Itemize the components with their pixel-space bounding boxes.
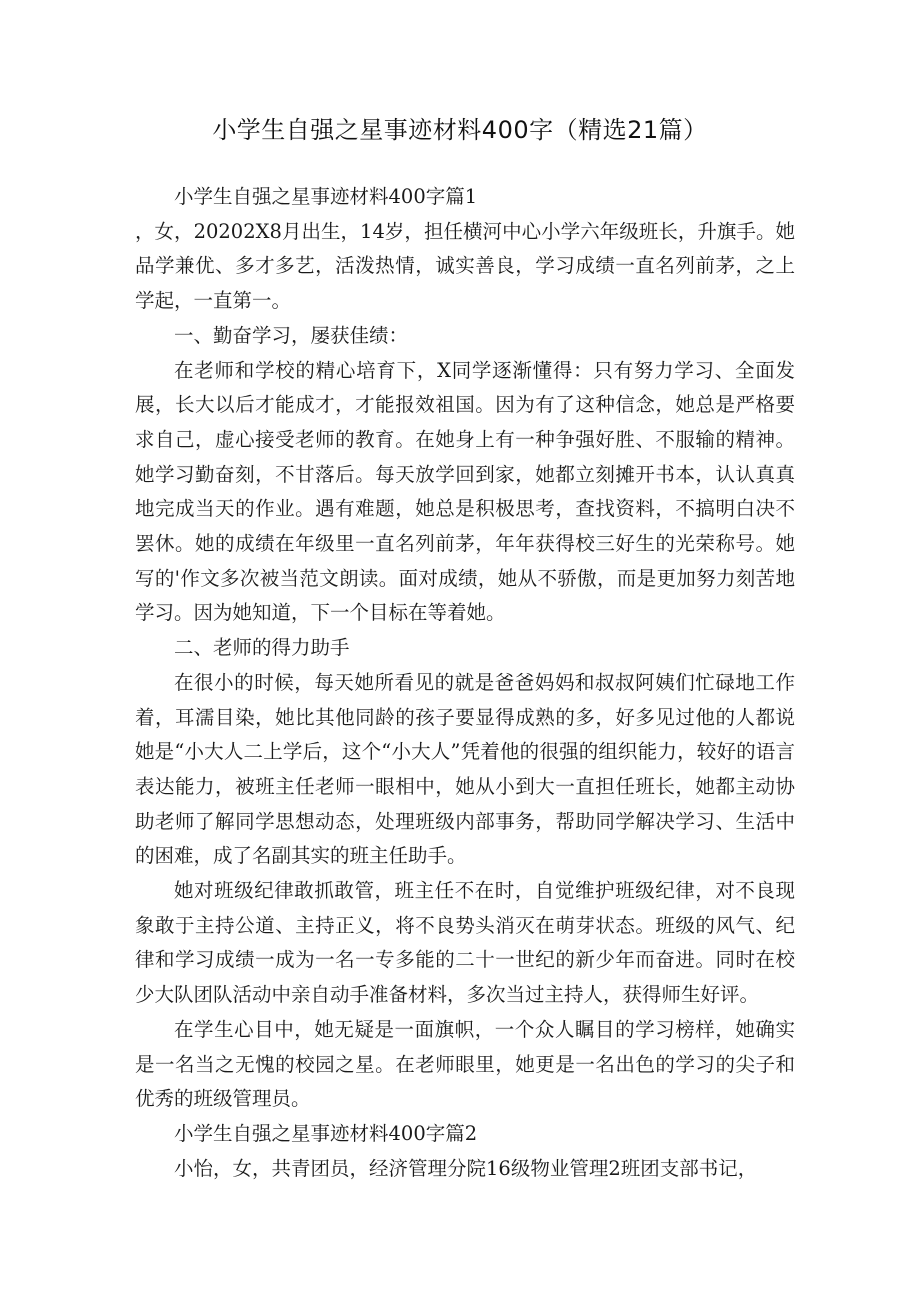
paragraph-role-model: 在学生心目中，她无疑是一面旗帜，一个众人瞩目的学习榜样，她确实是一名当之无愧的校园之星。在老师眼里，她更是一名出色的学习的尖子和优秀的班级管理员。 — [135, 1017, 795, 1111]
section-heading-1: 小学生自强之星事迹材料400字篇1 — [174, 185, 478, 208]
subheading-assistant: 二、老师的得力助手 — [174, 636, 350, 660]
paragraph-discipline: 她对班级纪律敢抓敢管，班主任不在时，自觉维护班级纪律，对不良现象敢于主持公道、主持正义，将不良势头消灭在萌芽状态。班级的风气、纪律和学习成绩一成为一名一专多能的二十一世纪的新少年而奋进。同时在校少大队团队活动中亲自动手准备材料，多次当过主持人，获得师生好评。 — [135, 879, 795, 1007]
subheading-study: 一、勤奋学习，屡获佳绩： — [174, 323, 409, 347]
document-body — [135, 180, 795, 1186]
document-title: 小学生自强之星事迹材料400字（精选21篇） — [212, 116, 708, 144]
paragraph-intro: ，女，20202X8月出生，14岁，担任横河中心小学六年级班长，升旗手。她品学兼优、多才多艺，活泼热情，诚实善良，学习成绩一直名列前茅，之上学起，一直第一。 — [135, 219, 795, 313]
section-heading-2: 小学生自强之星事迹材料400字篇2 — [174, 1121, 478, 1145]
paragraph-second-intro: 小怡，女，共青团员，经济管理分院16级物业管理2班团支部书记， — [174, 1156, 758, 1180]
paragraph-study: 在老师和学校的精心培育下，X同学逐渐懂得：只有努力学习、全面发展，长大以后才能成才，才能报效祖国。因为有了这种信念，她总是严格要求自己，虚心接受老师的教育。在她身上有一种争强好胜、不服输的精神。她学习勤奋刻，不甘落后。每天放学回到家，她都立刻摊开书本，认认真真地完成当天的作业。遇有难题，她总是积极思考，查找资料，不搞明白决不罢休。她的成绩在年级里一直名列前茅，年年获得校三好生的光荣称号。她写的'作文多次被当范文朗读。面对成绩，她从不骄傲，而是更加努力刻苦地学习。因为她知道，下一个目标在等着她。 — [135, 358, 795, 625]
paragraph-assistant: 在很小的时候，每天她所看见的就是爸爸妈妈和叔叔阿姨们忙碌地工作着，耳濡目染，她比其他同龄的孩子要显得成熟的多，好多见过他的人都说她是“小大人二上学后，这个“小大人”凭着他的很强的组织能力，较好的语言表达能力，被班主任老师一眼相中，她从小到大一直担任班长，她都主动协助老师了解同学思想动态，处理班级内部事务，帮助同学解决学习、生活中的困难，成了名副其实的班主任助手。 — [135, 670, 795, 868]
